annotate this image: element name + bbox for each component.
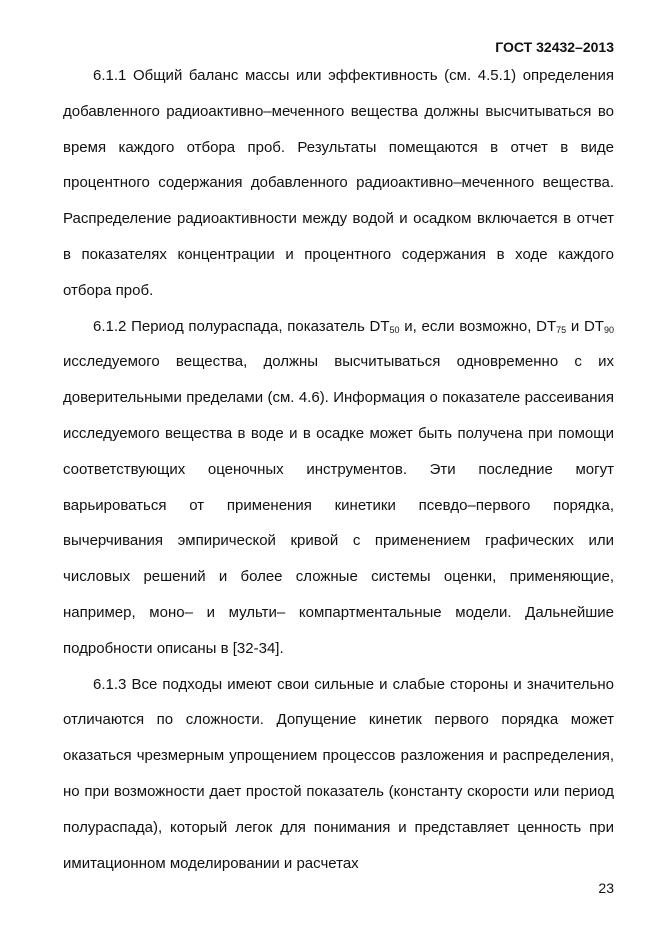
paragraph-6-1-2-text-a: 6.1.2 Период полураспада, показатель DT	[93, 317, 390, 335]
document-body	[63, 58, 614, 881]
paragraph-6-1-1: 6.1.1 Общий баланс массы или эффективность (см. 4.5.1) определения добавленного радиоактивно–меченного вещества должны высчитываться во время каждого отбора проб. Результаты помещаются в отчет в виде процентного содержания добавленного радиоактивно–меченного вещества. Распределение радиоактивности между водой и осадком включается в отчет в показателях концентрации и процентного содержания в ходе каждого отбора проб.	[63, 67, 614, 299]
paragraph-6-1-2	[63, 309, 614, 667]
paragraph-6-1-2-text-d: исследуемого вещества, должны высчитываться одновременно с их доверительными пределами (см. 4.6). Информация о показателе рассеивания исследуемого вещества в воде и в осадке может быть получена при помощи соответствующих оценочных инструментов. Эти последние могут варьироваться от применения кинетики псевдо–первого порядка, вычерчивания эмпирической кривой с применением графических или числовых решений и более сложные системы оценки, применяющие, например, моно– и мульти– компартментальные модели. Дальнейшие подробности описаны в [32-34].	[63, 353, 614, 657]
dt75-subscript: 75	[556, 324, 567, 335]
page-number: 23	[598, 880, 614, 896]
paragraph-6-1-3: 6.1.3 Все подходы имеют свои сильные и слабые стороны и значительно отличаются по сложности. Допущение кинетик первого порядка может оказаться чрезмерным упрощением процессов разложения и распределения, но при возможности дает простой показатель (константу скорости или период полураспада), который легок для понимания и представляет ценность при имитационном моделировании и расчетах	[63, 675, 614, 872]
paragraph-6-1-2-text-b: и, если возможно, DT	[399, 317, 557, 335]
document-code-header: ГОСТ 32432–2013	[495, 39, 614, 55]
paragraph-6-1-2-text-c: и DT	[566, 317, 604, 335]
dt50-subscript: 50	[389, 324, 400, 335]
dt90-subscript: 90	[603, 324, 614, 335]
